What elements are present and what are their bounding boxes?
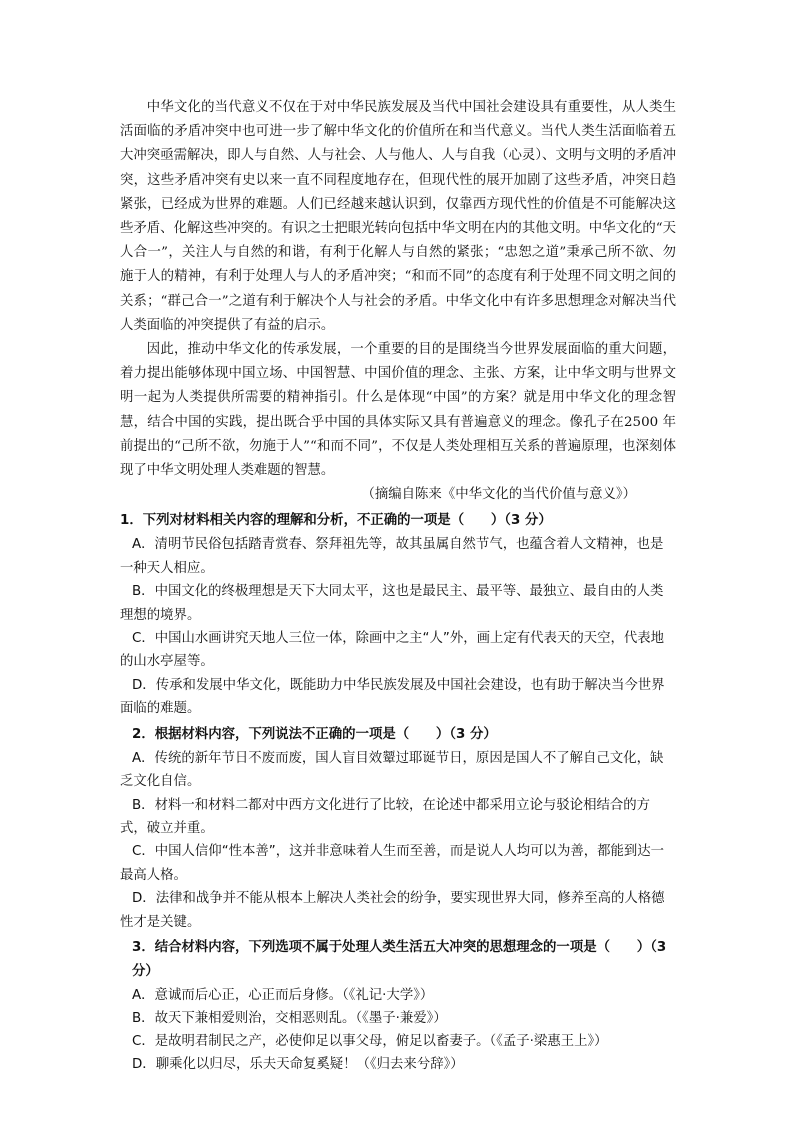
option-a: A．传统的新年节日不废而废，国人盲目效颦过耶诞节日，原因是国人不了解自己文化，缺乏文化自信。	[120, 750, 664, 790]
option-b: B．材料一和材料二都对中西方文化进行了比较，在论述中都采用立论与驳论相结合的方式，破立并重。	[120, 797, 651, 836]
passage-source: （摘编自陈来《中华文化的当代价值与意义》）	[361, 487, 636, 503]
question-2	[120, 723, 676, 934]
option-d: D．法律和战争并不能从根本上解决人类社会的纷争，要实现世界大同，修养至高的人格德性才是关键。	[120, 891, 665, 930]
option-a: A．意诚而后心正，心正而后身修。（《礼记·大学》）	[132, 987, 434, 1003]
question-1	[120, 509, 676, 720]
option-d: D．传承和发展中华文化，既能助力中华民族发展及中国社会建设，也有助于解决当今世界面临的难题。	[120, 677, 665, 717]
option-c: C．中国山水画讲究天地人三位一体，除画中之主“人”外，画上定有代表天的天空，代表地的山水亭屋等。	[120, 631, 665, 670]
exam-page	[120, 96, 676, 1076]
question-3	[120, 936, 676, 1076]
question-stem: 2．根据材料内容，下列说法不正确的一项是（ ）（3 分）	[132, 726, 497, 742]
option-a: A．清明节民俗包括踏青赏春、祭拜祖先等，故其虽属自然节气，也蕴含着人文精神，也是一种天人相应。	[120, 537, 664, 576]
question-stem: 1．下列对材料相关内容的理解和分析，不正确的一项是（ ）（3 分）	[120, 513, 552, 529]
option-c: C．中国人信仰“性本善”，这并非意味着人生而至善，而是说人人均可以为善，都能到达一最高人格。	[120, 844, 665, 883]
option-d: D．聊乘化以归尽，乐夫天命复奚疑！（《归去来兮辞》）	[132, 1056, 464, 1072]
option-c: C．是故明君制民之产，必使仰足以事父母，俯足以畜妻子。（《孟子·梁惠王上》）	[132, 1033, 608, 1049]
passage-paragraph-2: 因此，推动中华文化的传承发展，一个重要的目的是围绕当今世界发展面临的重大问题，着力提出能够体现中国立场、中国智慧、中国价值的理念、主张、方案，让中华文明与世界文明一起为人类提供所需要的精神指引。什么是体现“中国”的方案？就是用中华文化的理念智慧，结合中国的实践，提出既合乎中国的具体实际又具有普遍意义的理念。像孔子在2500 年前提出的“己所不欲，勿施于人”“和而不同”，不仅是人类处理相互关系的普遍原理，也深刻体现了中华文明处理人类难题的智慧。	[120, 342, 676, 479]
option-b: B．中国文化的终极理想是天下大同太平，这也是最民主、最平等、最独立、最自由的人类理想的境界。	[120, 584, 664, 623]
question-stem: 3．结合材料内容，下列选项不属于处理人类生活五大冲突的思想理念的一项是（ ）（3 分）	[132, 939, 667, 979]
passage-paragraph-1: 中华文化的当代意义不仅在于对中华民族发展及当代中国社会建设具有重要性，从人类生活面临的矛盾冲突中也可进一步了解中华文化的价值所在和当代意义。当代人类生活面临着五大冲突亟需解决，即人与自然、人与社会、人与他人、人与自我（心灵）、文明与文明的矛盾冲突，这些矛盾冲突有史以来一直不同程度地存在，但现代性的展开加剧了这些矛盾，冲突日趋紧张，已经成为世界的难题。人们已经越来越认识到，仅靠西方现代性的价值是不可能解决这些矛盾、化解这些冲突的。有识之士把眼光转向包括中华文明在内的其他文明。中华文化的“天人合一”，关注人与自然的和谐，有利于化解人与自然的紧张；“忠恕之道”秉承己所不欲、勿施于人的精神，有利于处理人与人的矛盾冲突；“和而不同”的态度有利于处理不同文明之间的关系；“群己合一”之道有利于解决个人与社会的矛盾。中华文化中有许多思想理念对解决当代人类面临的冲突提供了有益的启示。	[120, 100, 676, 333]
option-b: B．故天下兼相爱则治，交相恶则乱。（《墨子·兼爱》）	[132, 1010, 447, 1026]
